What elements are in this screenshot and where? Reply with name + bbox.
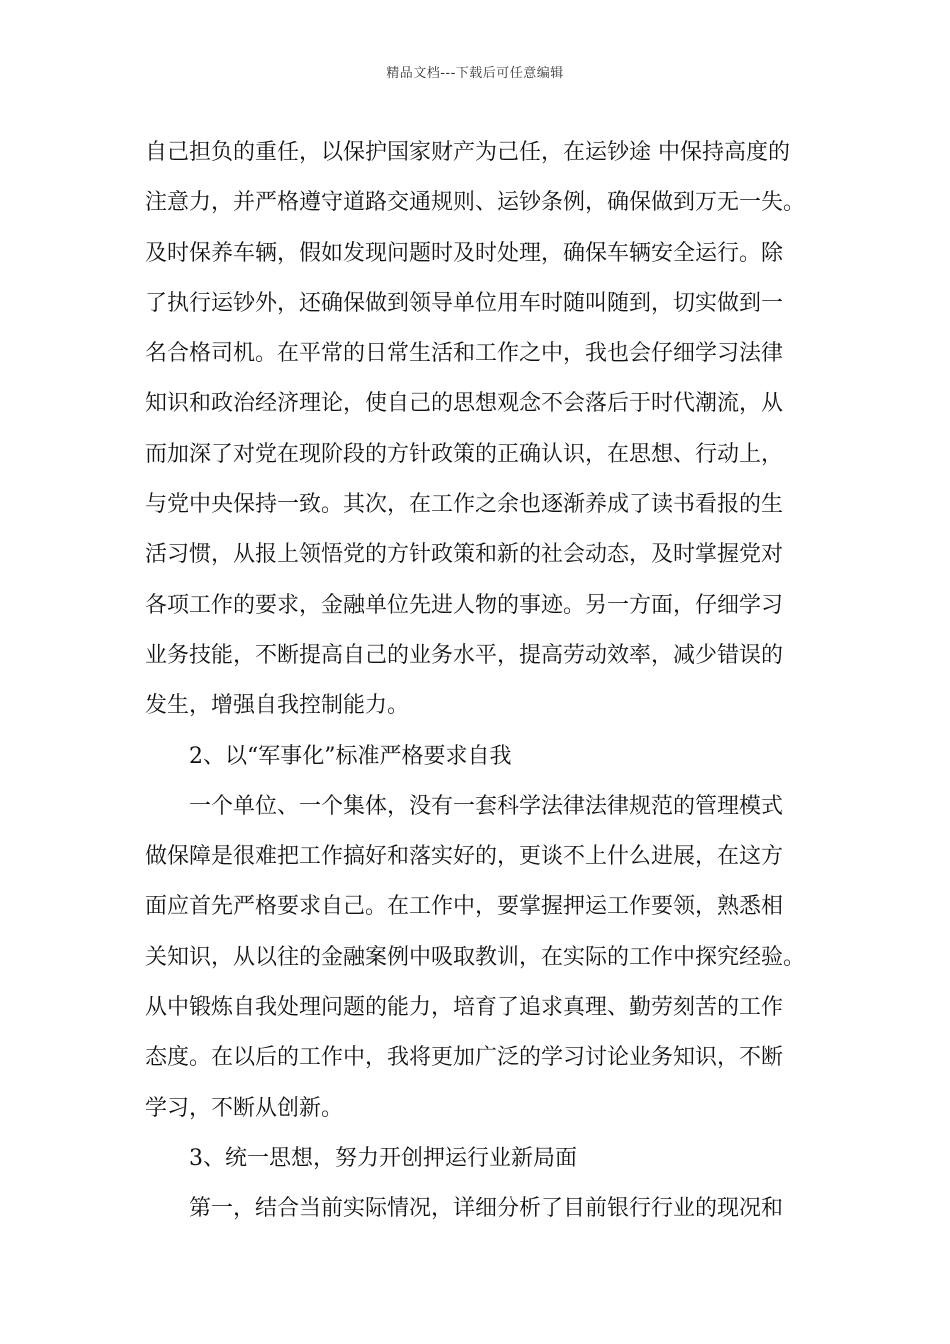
text-line: 活习惯，从报上领悟党的方针政策和新的社会动态，及时掌握党对 xyxy=(145,542,784,568)
text-line: 名合格司机。在平常的日常生活和工作之中，我也会仔细学习法律 xyxy=(145,341,784,367)
text-line: 态度。在以后的工作中，我将更加广泛的学习讨论业务知识，不断 xyxy=(145,1045,784,1071)
text-line: 了执行运钞外，还确保做到领导单位用车时随叫随到，切实做到一 xyxy=(145,290,784,316)
text-line: 关知识，从以往的金融案例中吸取教训，在实际的工作中探究经验。 xyxy=(145,944,806,970)
text-line: 学习，不断从创新。 xyxy=(145,1095,344,1121)
text-line: 注意力，并严格遵守道路交通规则、运钞条例，确保做到万无一失。 xyxy=(145,190,806,216)
text-line: 及时保养车辆，假如发现问题时及时处理，确保车辆安全运行。除 xyxy=(145,240,784,266)
text-line: 各项工作的要求，金融单位先进人物的事迹。另一方面，仔细学习 xyxy=(145,592,784,618)
text-line: 知识和政治经济理论，使自己的思想观念不会落后于时代潮流，从 xyxy=(145,391,784,417)
text-line: 业务技能，不断提高自己的业务水平，提高劳动效率，减少错误的 xyxy=(145,642,784,668)
text-line: 与党中央保持一致。其次，在工作之余也逐渐养成了读书看报的生 xyxy=(145,492,784,518)
page-header: 精品文档---下载后可任意编辑 xyxy=(386,66,564,81)
text-line: 发生，增强自我控制能力。 xyxy=(145,693,410,719)
text-line: 做保障是很难把工作搞好和落实好的，更谈不上什么进展，在这方 xyxy=(145,844,784,870)
text-line: 而加深了对党在现阶段的方针政策的正确认识，在思想、行动上， xyxy=(145,441,784,467)
document-body xyxy=(145,128,825,1235)
text-line: 面应首先严格要求自己。在工作中，要掌握押运工作要领，熟悉相 xyxy=(145,894,784,920)
text-line: 一个单位、一个集体，没有一套科学法律法律规范的管理模式 xyxy=(189,793,784,819)
section-heading: 2、以“军事化”标准严格要求自我 xyxy=(189,743,512,769)
text-line: 第一，结合当前实际情况，详细分析了目前银行行业的现况和 xyxy=(189,1196,784,1222)
text-line: 从中锻炼自我处理问题的能力，培育了追求真理、勤劳刻苦的工作 xyxy=(145,995,784,1021)
text-line: 自己担负的重任，以保护国家财产为己任，在运钞途 中保持高度的 xyxy=(145,140,790,165)
section-heading: 3、统一思想，努力开创押运行业新局面 xyxy=(189,1145,577,1171)
